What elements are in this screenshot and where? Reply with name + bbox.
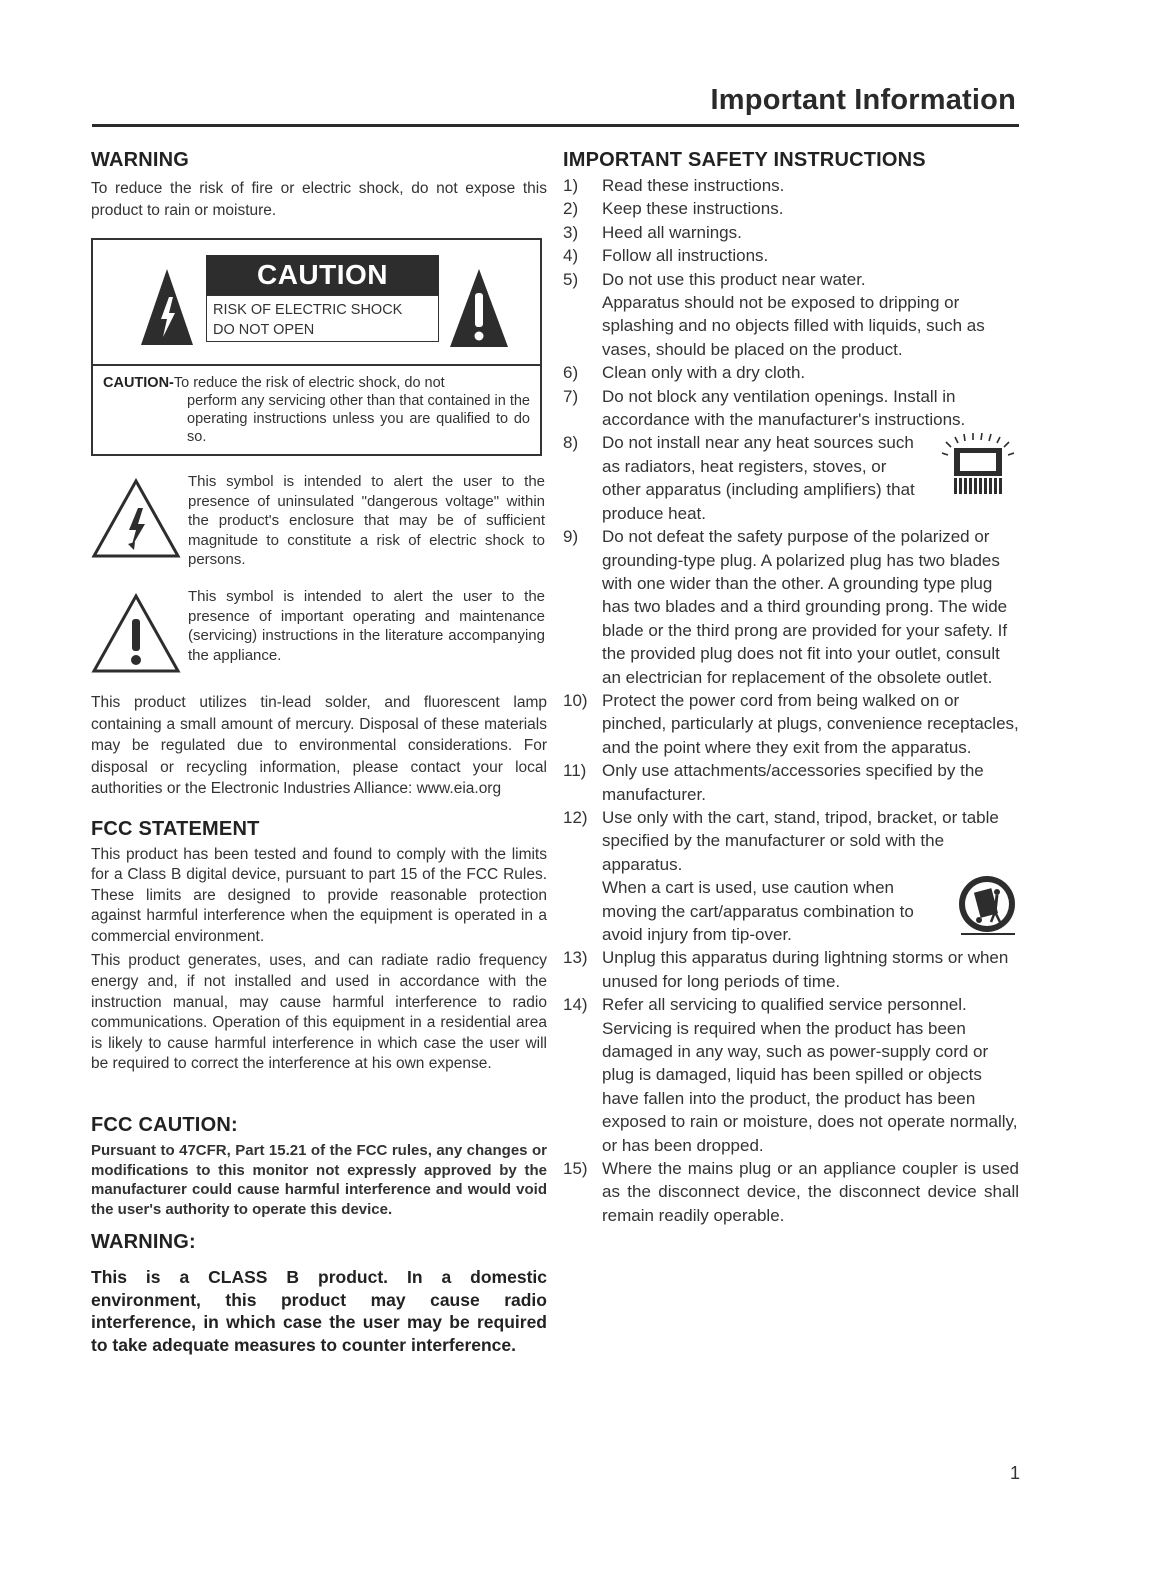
safety-item-6 [563, 361, 1019, 384]
item-text: Use only with the cart, stand, tripod, bracket, or table specified by the manufacturer or sold with the apparatus. [602, 807, 999, 874]
item-text: Do not use this product near water. [602, 269, 866, 289]
item-number: 3) [563, 222, 579, 242]
fcc-caution-heading: FCC CAUTION: [91, 1114, 238, 1137]
caution-lead: CAUTION- [103, 375, 174, 391]
left-column [91, 149, 547, 1356]
fcc-statement-heading: FCC STATEMENT [91, 817, 260, 840]
item-number: 7) [563, 386, 579, 406]
header-rule [92, 124, 1019, 127]
safety-item-1 [563, 174, 1019, 197]
caution-description [93, 366, 540, 454]
item-text: Do not defeat the safety purpose of the polarized or grounding-type plug. A polarized plug has two blades with one wider than the other. A grounding type plug has two blades and a third grounding prong. The wide blade or the third prong are provided for your safety. If the provided plug does not fit into your outlet, consult an electrician for replacement of the obsolete outlet. [602, 527, 1008, 687]
lightning-symbol-row [91, 472, 547, 587]
safety-item-8 [563, 431, 1019, 525]
exclamation-symbol-row [91, 587, 547, 692]
cart-warning-text: When a cart is used, use caution when moving the cart/apparatus combination to avoid injury from tip-over. [602, 878, 914, 944]
item-number: 10) [563, 690, 588, 710]
caution-text-first: To reduce the risk of electric shock, do not [173, 375, 445, 391]
item-extra-text: Apparatus should not be exposed to dripping or splashing and no objects filled with liquids, such as vases, should be placed on the product. [602, 293, 985, 359]
warning-text: To reduce the risk of fire or electric shock, do not expose this product to rain or moisture. [91, 180, 547, 219]
item-number: 6) [563, 363, 579, 383]
safety-item-14 [563, 993, 1019, 1157]
item-text: Keep these instructions. [602, 199, 784, 219]
exclamation-warning-icon [448, 267, 510, 349]
item-text: Unplug this apparatus during lightning storms or when unused for long periods of time. [602, 948, 1009, 991]
lightning-symbol-icon [91, 478, 181, 558]
item-text: Where the mains plug or an appliance coupler is used as the disconnect device, the disconnect device shall remain readily operable. [602, 1159, 1019, 1225]
lightning-symbol-text: This symbol is intended to alert the user to the presence of uninsulated "dangerous voltage" within the product's enclosure that may be of sufficient magnitude to constitute a risk of electric shock to persons. [188, 473, 545, 568]
exclamation-symbol-text: This symbol is intended to alert the user to the presence of important operating and maintenance (servicing) instructions in the literature accompanying the appliance. [188, 588, 545, 664]
lightning-warning-icon [139, 267, 195, 347]
item-number: 8) [563, 433, 579, 453]
safety-item-3 [563, 221, 1019, 244]
item-number: 15) [563, 1159, 588, 1179]
solder-disposal-text: This product utilizes tin-lead solder, and fluorescent lamp containing a small amount of mercury. Disposal of these materials may be regulated due to environmental considerations. For disposal or recycling information, please contact your local authorities or the Electronic Industries Alliance: www.eia.org [91, 694, 547, 797]
caution-banner [93, 240, 540, 366]
caution-text-rest: perform any servicing other than that contained in the operating instructions unless you are qualified to do so. [187, 393, 530, 445]
item-text: Read these instructions. [602, 176, 785, 195]
fcc-caution-text: Pursuant to 47CFR, Part 15.21 of the FCC rules, any changes or modifications to this monitor not expressly approved by the manufacturer could cause harmful interference and would void the user's authority to operate this device. [91, 1142, 547, 1218]
item-text: Do not install near any heat sources such as radiators, heat registers, stoves, or other apparatus (including amplifiers) that produce heat. [602, 433, 915, 523]
safety-item-9 [563, 525, 1019, 689]
caution-label: CAUTION [206, 255, 439, 295]
page-title: Important Information [710, 84, 1016, 116]
safety-item-10 [563, 689, 1019, 759]
safety-item-12 [563, 806, 1019, 946]
item-number: 11) [563, 761, 587, 781]
item-text: Do not block any ventilation openings. Install in accordance with the manufacturer's instructions. [602, 386, 966, 430]
item-number: 1) [563, 176, 579, 195]
item-number: 14) [563, 995, 588, 1015]
item-text: Only use attachments/accessories specified by the manufacturer. [602, 761, 984, 804]
caution-box [91, 238, 542, 456]
item-number: 2) [563, 199, 579, 219]
item-text: Follow all instructions. [602, 246, 769, 266]
item-text: Refer all servicing to qualified service personnel. Servicing is required when the product has been damaged in any way, such as power-supply cord or plug is damaged, liquid has been spilled or objects have fallen into the product, the product has been exposed to rain or moisture, does not operate normally, or has been dropped. [602, 995, 1018, 1155]
item-number: 4) [563, 246, 579, 266]
safety-item-11 [563, 759, 1019, 806]
item-text: Protect the power cord from being walked on or pinched, particularly at plugs, convenience receptacles, and the point where they exit from the apparatus. [602, 690, 1019, 757]
item-extra-text [602, 876, 1019, 946]
fcc-statement-paragraph-1: This product has been tested and found to comply with the limits for a Class B digital device, pursuant to part 15 of the FCC Rules. These limits are designed to provide reasonable protection against harmful interference when the equipment is operated in a commercial environment. [91, 845, 547, 945]
safety-item-7 [563, 385, 1019, 432]
item-number: 13) [563, 948, 588, 968]
heat-source-icon [942, 433, 1014, 495]
item-number: 12) [563, 807, 588, 827]
safety-item-13 [563, 946, 1019, 993]
safety-instructions-list [563, 174, 1019, 1227]
item-text: Heed all warnings. [602, 222, 742, 242]
class-b-warning-heading: WARNING: [91, 1231, 196, 1254]
warning-heading: WARNING [91, 149, 190, 171]
item-number: 9) [563, 527, 579, 547]
item-text: Clean only with a dry cloth. [602, 363, 806, 383]
caution-subtext-line2: DO NOT OPEN [213, 322, 315, 338]
class-b-warning-text: This is a CLASS B product. In a domestic environment, this product may cause radio interference, in which case the user may be required to take adequate measures to counter interference. [91, 1267, 547, 1355]
page-number: 1 [1010, 1463, 1021, 1483]
caution-subtext [206, 295, 439, 342]
safety-item-5 [563, 268, 1019, 362]
safety-item-15 [563, 1157, 1019, 1227]
caution-subtext-line1: RISK OF ELECTRIC SHOCK [213, 302, 403, 318]
safety-item-2 [563, 197, 1019, 220]
item-number: 5) [563, 269, 579, 289]
right-column [563, 149, 1019, 1227]
cart-tip-over-icon [955, 872, 1019, 936]
exclamation-symbol-icon [91, 593, 181, 673]
safety-item-4 [563, 244, 1019, 267]
fcc-statement-paragraph-2: This product generates, uses, and can radiate radio frequency energy and, if not installed and used in accordance with the instruction manual, may cause harmful interference to radio communications. Operation of this equipment in a residential area is likely to cause harmful interference in which case the user will be required to correct the interference at his own expense. [91, 952, 547, 1073]
safety-instructions-heading: IMPORTANT SAFETY INSTRUCTIONS [563, 149, 926, 171]
